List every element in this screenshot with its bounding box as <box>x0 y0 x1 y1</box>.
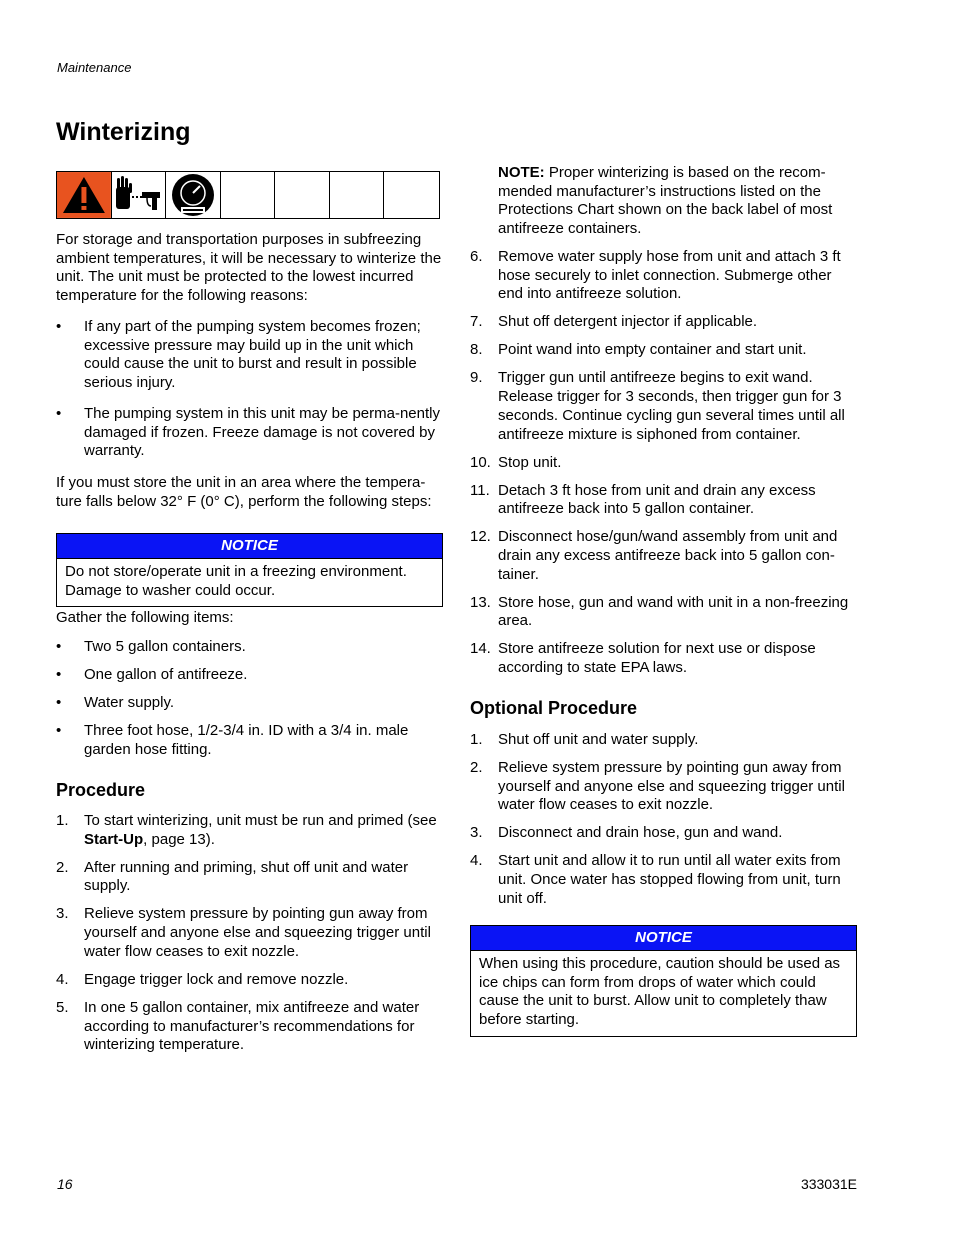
list-item: 4. Start unit and allow it to run until all water exits from unit. Once water has stopped flowing from unit, turn unit off. <box>470 852 841 907</box>
running-header: Maintenance <box>57 60 132 75</box>
notice-text: Do not store/operate unit in a freezing environment. Damage to washer could occur. <box>65 563 407 599</box>
notice-box <box>56 533 443 607</box>
list-item: 10. Stop unit. <box>470 453 562 471</box>
list-item: 4. Engage trigger lock and remove nozzle. <box>56 970 349 988</box>
procedure-heading: Procedure <box>56 780 146 800</box>
notice-text: When using this procedure, caution should be used as ice chips can form from drops of water which could cause the unit to burst. Allow unit to completely thaw before starting. <box>479 955 841 1029</box>
intro-paragraph: For storage and transportation purposes in subfreezing ambient temperatures, it will be necessary to winterize the unit. The unit must be protected to the lowest incurred temperature for the following reasons: <box>56 231 442 305</box>
notice-box <box>470 925 857 1037</box>
list-item: 2. After running and priming, shut off unit and water supply. <box>56 858 409 895</box>
list-item: 6. Remove water supply hose from unit and attach 3 ft hose securely to inlet connection. Submerge other end into antifreeze solution. <box>470 248 841 303</box>
gather-intro: Gather the following items: <box>56 609 234 626</box>
list-item: 7. Shut off detergent injector if applicable. <box>470 313 758 331</box>
list-item: 14. Store antifreeze solution for next use or dispose according to state EPA laws. <box>470 640 816 677</box>
empty-icon-cell <box>275 172 330 218</box>
list-item: • One gallon of antifreeze. <box>56 666 444 685</box>
list-item: 9. Trigger gun until antifreeze begins to exit wand. Release trigger for 3 seconds, then trigger gun for 3 seconds. Continue cycling gun several times until all antifreeze mixture is siphoned from container. <box>470 369 845 443</box>
empty-icon-cell <box>384 172 439 218</box>
optional-steps <box>470 731 860 909</box>
gather-list <box>56 638 444 759</box>
note-paragraph: NOTE: Proper winterizing is based on the recom-mended manufacturer’s instructions listed on the Protections Chart shown on the back label of most antifreeze containers. <box>498 164 833 238</box>
page-title: Winterizing <box>56 118 191 146</box>
hand-injection-icon <box>112 172 167 218</box>
list-item: 2. Relieve system pressure by pointing gun away from yourself and anyone else and squeezing trigger until water flow ceases to exit nozzle. <box>470 759 845 814</box>
empty-icon-cell <box>330 172 385 218</box>
list-item: 3. Disconnect and drain hose, gun and wand. <box>470 824 783 842</box>
procedure-steps-a <box>56 812 444 1055</box>
list-item: • Water supply. <box>56 694 444 713</box>
list-item: • Three foot hose, 1/2-3/4 in. ID with a 3/4 in. male garden hose fitting. <box>56 722 444 759</box>
list-item: 5. In one 5 gallon container, mix antifreeze and water according to manufacturer’s recommendations for winterizing temperature. <box>56 998 420 1054</box>
list-item: 8. Point wand into empty container and start unit. <box>470 341 807 359</box>
warning-triangle-icon <box>57 172 112 218</box>
list-item: • Two 5 gallon containers. <box>56 638 444 657</box>
list-item: 13. Store hose, gun and wand with unit in a non-freezing area. <box>470 593 849 630</box>
list-item: • The pumping system in this unit may be perma-nently damaged if frozen. Freeze damage is not covered by warranty. <box>56 405 444 461</box>
notice-label: NOTICE <box>471 926 856 951</box>
list-item: • If any part of the pumping system becomes frozen; excessive pressure may build up in the unit which could cause the unit to burst and result in possible serious injury. <box>56 318 444 393</box>
pressure-gauge-icon <box>166 172 221 218</box>
list-item: 3. Relieve system pressure by pointing gun away from yourself and anyone else and squeezing trigger until water flow ceases to exit nozzle. <box>56 905 431 960</box>
list-item: 1. Shut off unit and water supply. <box>470 731 699 748</box>
optional-procedure-heading: Optional Procedure <box>470 698 638 718</box>
notice-label: NOTICE <box>57 534 442 559</box>
empty-icon-cell <box>221 172 276 218</box>
list-item: 12. Disconnect hose/gun/wand assembly from unit and drain any excess antifreeze back into 5 gallon con-tainer. <box>470 528 838 583</box>
hazard-icon-strip <box>56 171 440 219</box>
reasons-list <box>56 318 444 461</box>
start-up-reference: Start-Up <box>84 830 144 848</box>
list-item: 11. Detach 3 ft hose from unit and drain any excess antifreeze back into 5 gallon container. <box>470 481 816 518</box>
document-number: 333031E <box>800 1176 857 1192</box>
storage-paragraph: If you must store the unit in an area where the tempera-ture falls below 32° F (0° C), perform the following steps: <box>56 474 432 510</box>
list-item: 1. To start winterizing, unit must be run and primed (see Start-Up, page 13). <box>56 812 437 848</box>
page-number: 16 <box>57 1176 73 1192</box>
procedure-steps-b <box>470 248 860 678</box>
